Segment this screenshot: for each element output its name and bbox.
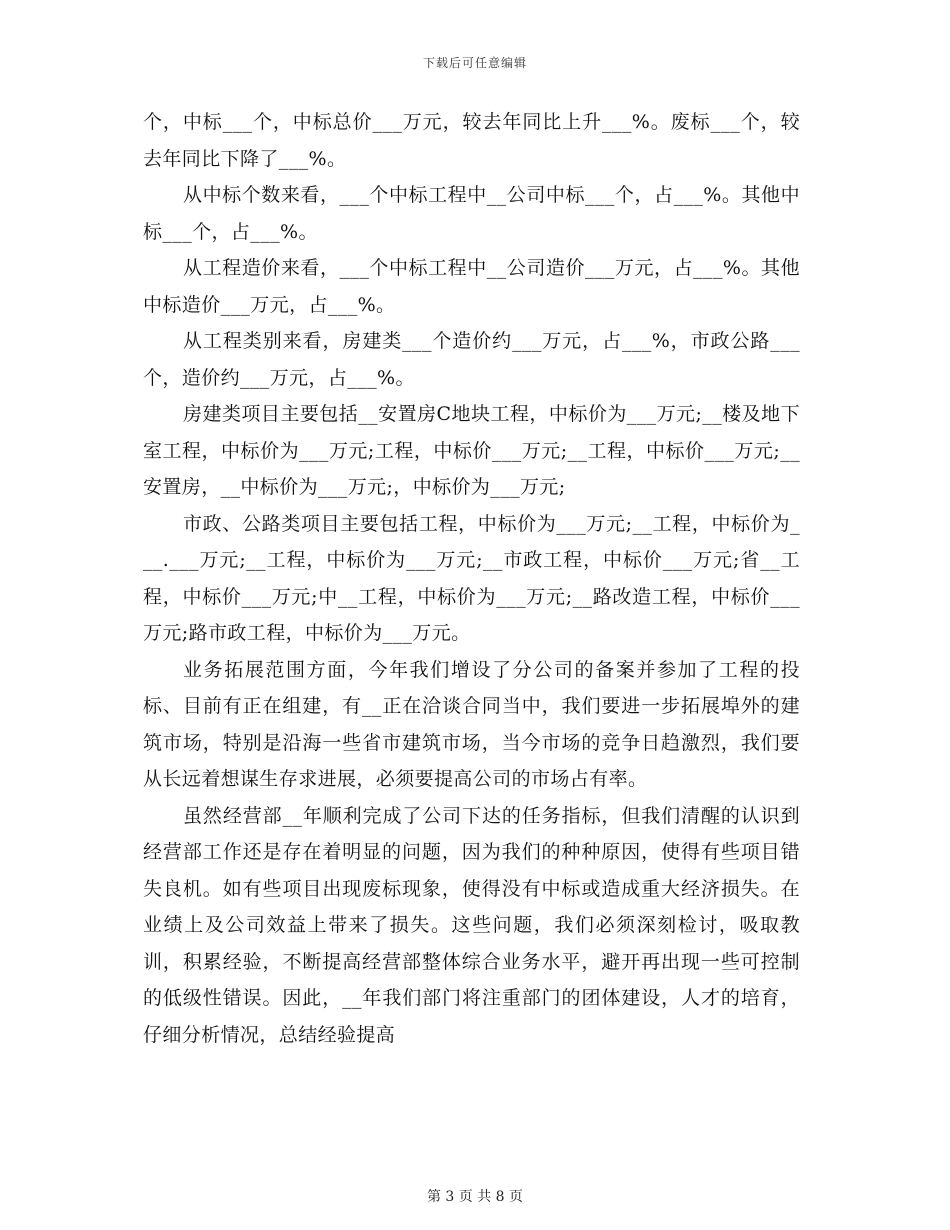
page-header: 下载后可任意编辑 — [422, 56, 527, 70]
paragraph: 房建类项目主要包括__安置房C地块工程，中标价为___万元;__楼及地下室工程，中标价为___万元;工程，中标价___万元;__工程，中标价___万元;__安置房，__中标价为___万元;，中标价为___万元; — [143, 403, 800, 498]
paragraph: 市政、公路类项目主要包括工程，中标价为___万元;__工程，中标价为___.___万元;__工程，中标价为___万元;__市政工程，中标价___万元;省__工程，中标价___万元;中__工程，中标价为___万元;__路改造工程，中标价___万元;路市政工程，中标价为___万元。 — [143, 512, 800, 644]
paragraph: 个，中标___个，中标总价___万元，较去年同比上升___%。废标___个，较去年同比下降了___%。 — [143, 111, 800, 170]
paragraph: 从中标个数来看，___个中标工程中__公司中标___个，占___%。其他中标___个，占___%。 — [143, 184, 800, 243]
paragraph: 业务拓展范围方面，今年我们增设了分公司的备案并参加了工程的投标、目前有正在组建，有__正在洽谈合同当中，我们要进一步拓展埠外的建筑市场，特别是沿海一些省市建筑市场，当今市场的竞争日趋激烈，我们要从长远着想谋生存求进展，必须要提高公司的市场占有率。 — [143, 658, 800, 790]
page-footer: 第 3 页 共 8 页 — [426, 1189, 524, 1205]
paragraph: 从工程类别来看，房建类___个造价约___万元，占___%，市政公路___个，造价约___万元，占___%。 — [143, 330, 800, 389]
document-body — [143, 104, 800, 1053]
paragraph: 从工程造价来看，___个中标工程中__公司造价___万元，占___%。其他中标造价___万元，占___%。 — [143, 257, 800, 316]
paragraph: 虽然经营部__年顺利完成了公司下达的任务指标，但我们清醒的认识到经营部工作还是存在着明显的问题，因为我们的种种原因，使得有些项目错失良机。如有些项目出现废标现象，使得没有中标或造成重大经济损失。在业绩上及公司效益上带来了损失。这些问题，我们必须深刻检讨，吸取教训，积累经验，不断提高经营部整体综合业务水平，避开再出现一些可控制的低级性错误。因此，__年我们部门将注重部门的团体建设，人才的培育，仔细分析情况，总结经验提高 — [143, 804, 800, 1046]
